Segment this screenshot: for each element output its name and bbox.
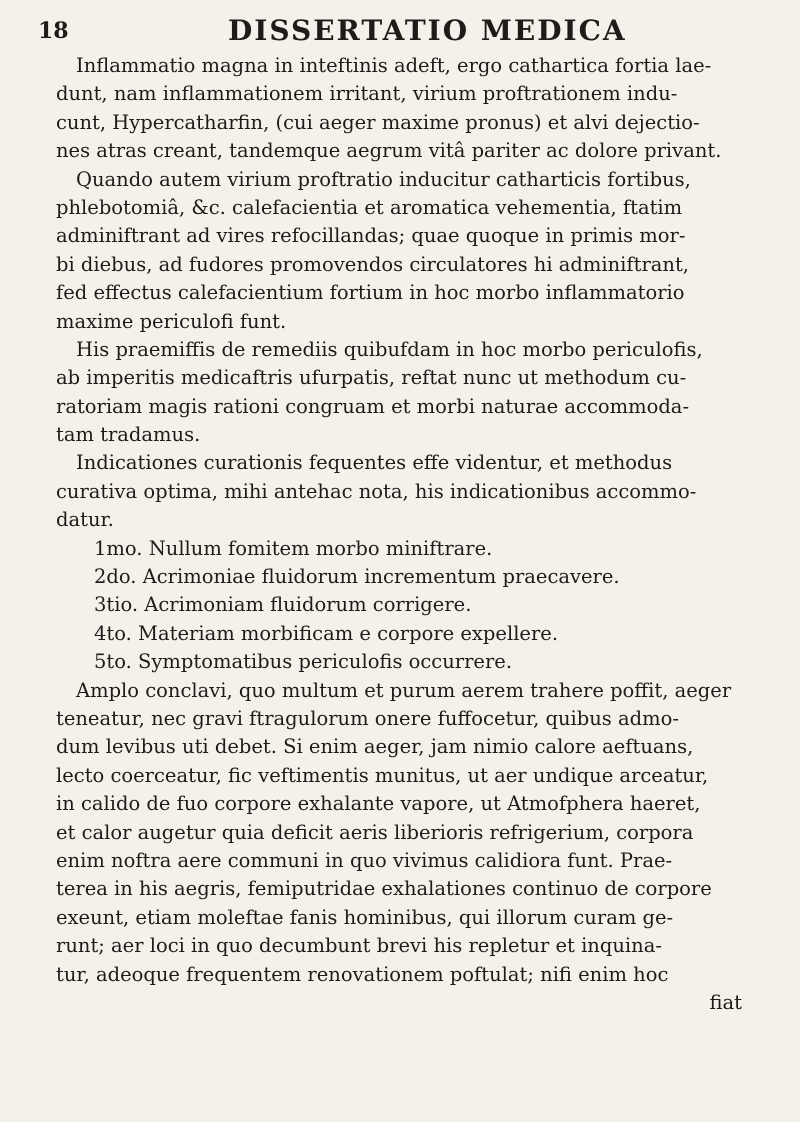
text-line: dum levibus uti debet. Si enim aeger, jam nimio calore aeftuans, (56, 735, 694, 759)
text-line: dunt, nam inflammationem irritant, virium proftrationem indu- (56, 82, 678, 106)
text-line: adminiftrant ad vires refocillandas; quae quoque in primis mor- (56, 224, 686, 248)
list-item: 4to. Materiam morbificam e corpore expellere. (94, 621, 559, 645)
text-line: exeunt, etiam moleftae fanis hominibus, qui illorum curam ge- (56, 905, 674, 929)
list-item: 5to. Symptomatibus periculofis occurrere. (94, 650, 513, 674)
text-body (56, 52, 756, 1017)
text-line: ab imperitis medicaftris ufurpatis, reftat nunc ut methodum cu- (56, 366, 687, 390)
text-line: maxime periculofi funt. (56, 309, 287, 333)
text-line: lecto coerceatur, fic veftimentis munitus, ut aer undique arceatur, (56, 763, 709, 787)
text-line: et calor augetur quia deficit aeris liberioris refrigerium, corpora (56, 820, 694, 844)
text-line: bi diebus, ad fudores promovendos circulatores hi adminiftrant, (56, 252, 689, 276)
catchword: fiat (709, 990, 742, 1014)
text-line: fed effectus calefacientium fortium in hoc morbo inflammatorio (56, 281, 685, 305)
running-head: DISSERTATIO MEDICA (228, 14, 627, 47)
text-line: enim noftra aere communi in quo vivimus calidiora funt. Prae- (56, 848, 673, 872)
text-line: runt; aer loci in quo decumbunt brevi his repletur et inquina- (56, 934, 662, 958)
text-line: Amplo conclavi, quo multum et purum aerem trahere poffit, aeger (76, 678, 732, 702)
text-line: Indicationes curationis fequentes effe videntur, et methodus (76, 451, 673, 475)
text-line: curativa optima, mihi antehac nota, his indicationibus accommo- (56, 479, 697, 503)
text-line: tur, adeoque frequentem renovationem poftulat; nifi enim hoc (56, 962, 669, 986)
list-item: 2do. Acrimoniae fluidorum incrementum praecavere. (94, 565, 620, 589)
text-line: tam tradamus. (56, 423, 201, 447)
text-line: phlebotomiâ, &c. calefacientia et aromatica vehementia, ftatim (56, 195, 683, 219)
text-line: in calido de fuo corpore exhalante vapore, ut Atmofphera haeret, (56, 792, 701, 816)
list-item: 3tio. Acrimoniam fluidorum corrigere. (94, 593, 472, 617)
page-number: 18 (38, 18, 69, 44)
text-line: His praemiffis de remediis quibufdam in hoc morbo periculofis, (76, 337, 703, 361)
text-line: Inflammatio magna in inteftinis adeft, ergo cathartica fortia lae- (76, 54, 712, 77)
list-item: 1mo. Nullum fomitem morbo miniftrare. (94, 536, 493, 560)
text-line: terea in his aegris, femiputridae exhalationes continuo de corpore (56, 877, 712, 901)
text-line: cunt, Hypercatharfin, (cui aeger maxime pronus) et alvi dejectio- (56, 110, 700, 134)
text-line: ratoriam magis rationi congruam et morbi naturae accommoda- (56, 394, 690, 418)
page-header (38, 8, 770, 48)
text-line: nes atras creant, tandemque aegrum vitâ pariter ac dolore privant. (56, 139, 722, 163)
text-line: datur. (56, 508, 114, 532)
text-line: teneatur, nec gravi ftragulorum onere fuffocetur, quibus admo- (56, 706, 679, 730)
text-line: Quando autem virium proftratio inducitur catharticis fortibus, (76, 167, 691, 191)
